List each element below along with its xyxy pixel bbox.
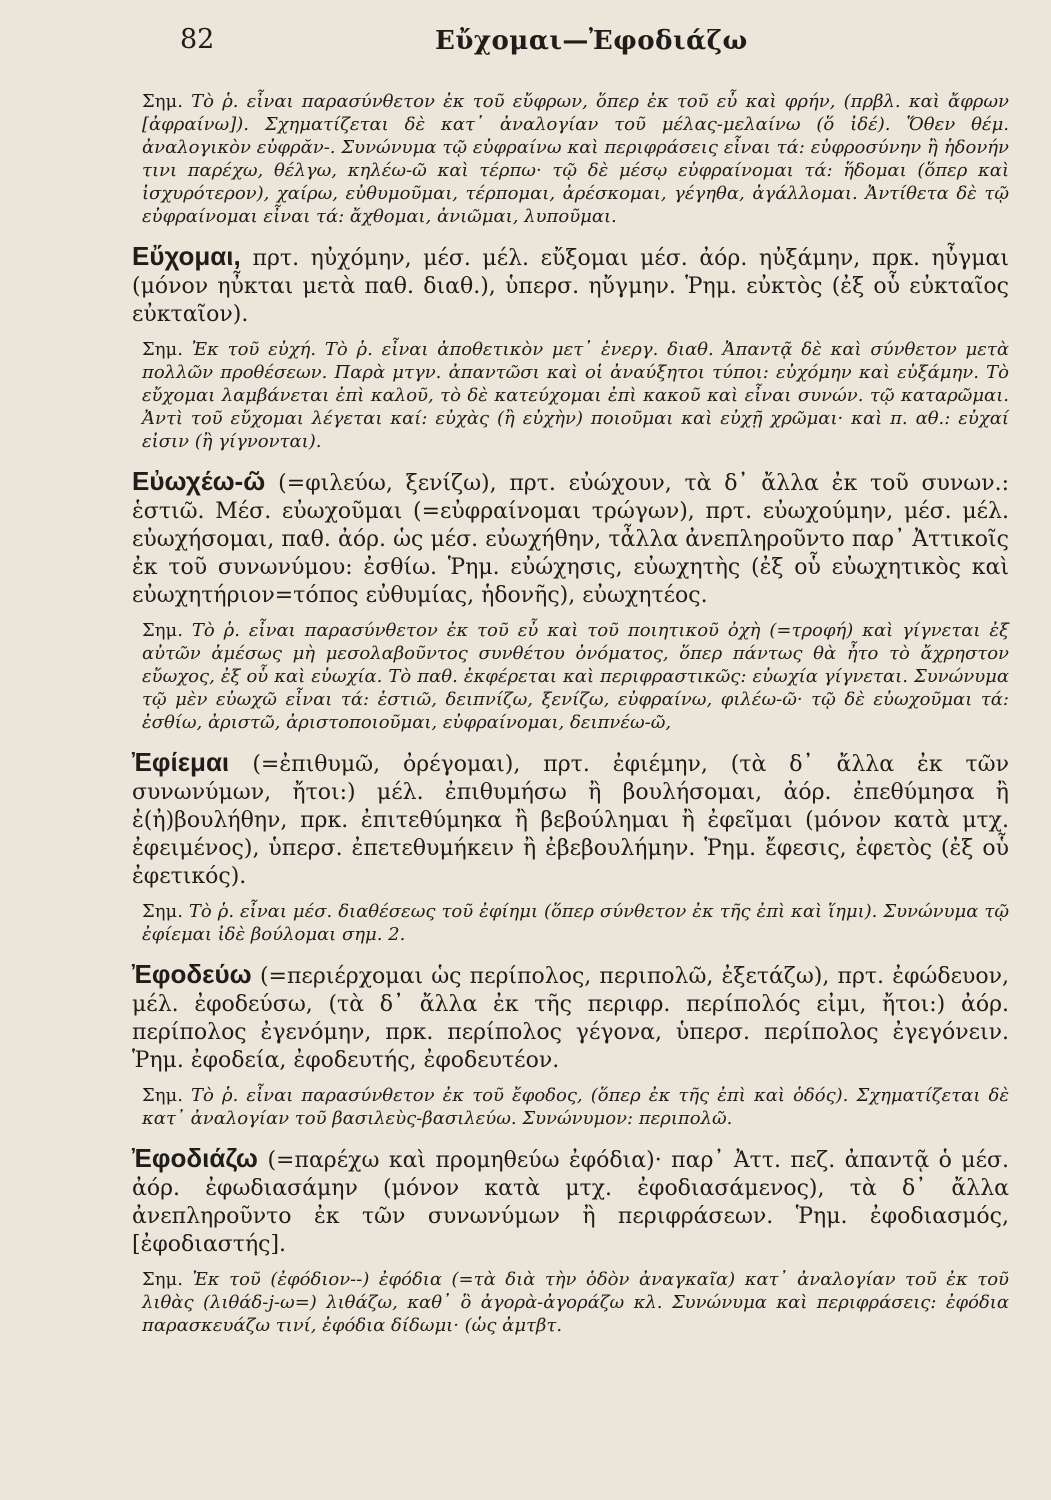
lemma-headword: Εὐωχέω-ῶ	[132, 466, 279, 496]
note-block	[142, 900, 1009, 946]
note-text: Ἐκ τοῦ (ἐφόδιον--) ἐφόδια (=τὰ διὰ τὴν ὁδὸν ἀναγκαῖα) κατ᾽ ἀναλογίαν τοῦ ἐκ τοῦ λιθὰς (λιθάδ-j-ω=) λιθάζω, καθ᾽ ὃ ἀγορὰ-ἀγοράζω κλ. Συνώνυμα καὶ περιφράσεις: ἐφόδια παρασκευάζω τινί, ἐφόδια δίδωμι· (ὡς ἀμτβτ.	[142, 1269, 1009, 1336]
entry-text: (=φιλεύω, ξενίζω), πρτ. εὐώχουν, τὰ δ᾽ ἄλλα ἐκ τοῦ συνων.: ἑστιῶ. Μέσ. εὐωχοῦμαι (=εὐφραίνομαι τρώγων), πρτ. εὐωχούμην, μέσ. μέλ. εὐωχήσομαι, παθ. ἀόρ. ὡς μέσ. εὐωχήθην, τἆλλα ἀνεπληροῦντο παρ᾽ Ἀττικοῖς ἐκ τοῦ συνωνύμου: ἐσθίω. Ῥημ. εὐώχησις, εὐωχητὴς (ἐξ οὗ εὐωχητικὸς καὶ εὐωχητήριον=τόπος εὐθυμίας, ἡδονῆς), εὐωχητέος.	[132, 471, 1009, 608]
running-head	[180, 24, 1009, 72]
note-block	[142, 1084, 1009, 1130]
entry-text: (=παρέχω καὶ προμηθεύω ἐφόδια)· παρ᾽ Ἀττ. πεζ. ἀπαντᾷ ὁ μέσ. ἀόρ. ἐφωδιασάμην (μόνον κατὰ μτχ. ἐφοδιασάμενος), τὰ δ᾽ ἄλλα ἀνεπληροῦντο ἐκ τῶν συνωνύμων ἢ περιφράσεων. Ῥημ. ἐφοδιασμός, [ἐφοδιαστής].	[132, 1148, 1009, 1257]
entry-ephiemai	[132, 748, 1009, 891]
note-label: Σημ.	[142, 91, 192, 112]
note-block	[142, 1268, 1009, 1337]
lemma-headword: Ἐφίεμαι	[132, 747, 253, 777]
note-label: Σημ.	[142, 620, 192, 641]
note-text: Τὸ ῥ. εἶναι παρασύνθετον ἐκ τοῦ ἔφοδος, (ὅπερ ἐκ τῆς ἐπὶ καὶ ὁδός). Σχηματίζεται δὲ κατ᾽ ἀναλογίαν τοῦ βασιλεὺς-βασιλεύω. Συνώνυμον: περιπολῶ.	[142, 1085, 1009, 1129]
note-label: Σημ.	[142, 901, 189, 922]
lemma-headword: Ἐφοδεύω	[132, 959, 260, 989]
entry-text: (=περιέρχομαι ὡς περίπολος, περιπολῶ, ἐξετάζω), πρτ. ἐφώδευον, μέλ. ἐφοδεύσω, (τὰ δ᾽ ἄλλα ἐκ τῆς περιφρ. περίπολός εἰμι, ἤτοι:) ἀόρ. περίπολος ἐγενόμην, πρκ. περίπολος γέγονα, ὑπερσ. περίπολος ἐγεγόνειν. Ῥημ. ἐφοδεία, ἐφοδευτής, ἐφοδευτέον.	[132, 964, 1009, 1073]
note-block	[142, 338, 1009, 453]
page-title: Εὔχομαι—Ἐφοδιάζω	[435, 26, 748, 56]
lemma-headword: Ἐφοδιάζω	[132, 1143, 268, 1173]
note-text: Τὸ ῥ. εἶναι παρασύνθετον ἐκ τοῦ εὔφρων, ὅπερ ἐκ τοῦ εὖ καὶ φρήν, (πρβλ. καὶ ἄφρων [ἀφραίνω]). Σχηματίζεται δὲ κατ᾽ ἀναλογίαν τοῦ μέλας-μελαίνω (ὅ ἰδέ). Ὅθεν θέμ. ἀναλογικὸν εὐφρᾰν-. Συνώνυμα τῷ εὐφραίνω καὶ περιφράσεις εἶναι τά: εὐφροσύνην ἢ ἡδονήν τινι παρέχω, θέλγω, κηλέω-ῶ καὶ τέρπω· τῷ δὲ μέσῳ εὐφραίνομαι τά: ἥδομαι (ὅπερ καὶ ἰσχυρότερον), χαίρω, εὐθυμοῦμαι, τέρπομαι, ἀρέσκομαι, γέγηθα, ἀγάλλομαι. Ἀντίθετα δὲ τῷ εὐφραίνομαι εἶναι τά: ἄχθομαι, ἀνιῶμαι, λυποῦμαι.	[142, 91, 1010, 227]
note-block	[142, 90, 1009, 228]
note-text: Ἐκ τοῦ εὐχή. Τὸ ῥ. εἶναι ἀποθετικὸν μετ᾽ ἐνεργ. διαθ. Ἀπαντᾷ δὲ καὶ σύνθετον μετὰ πολλῶν προθέσεων. Παρὰ μτγν. ἀπαντῶσι καὶ οἱ ἀναύξητοι τύποι: εὐχόμην καὶ εὐξάμην. Τὸ εὔχομαι λαμβάνεται ἐπὶ καλοῦ, τὸ δὲ κατεύχομαι ἐπὶ κακοῦ καὶ εἶναι συνών. τῷ καταρῶμαι. Ἀντὶ τοῦ εὔχομαι λέγεται καί: εὐχὰς (ἢ εὐχὴν) ποιοῦμαι καὶ εὐχῇ χρῶμαι· καὶ π. αθ.: εὐχαί εἰσιν (ἢ γίγνονται).	[142, 339, 1009, 452]
entry-euchomai	[132, 242, 1009, 329]
note-text: Τὸ ῥ. εἶναι παρασύνθετον ἐκ τοῦ εὖ καὶ τοῦ ποιητικοῦ ὀχὴ (=τροφή) καὶ γίγνεται ἐξ αὐτῶν ἀμέσως μὴ μεσολαβοῦντος συνθέτου ὀνόματος, ὅπερ πάντως θὰ ἦτο τὸ ἄχρηστον εὔωχος, ἐξ οὗ καὶ εὐωχία. Τὸ παθ. ἐκφέρεται καὶ περιφραστικῶς: εὐωχία γίγνεται. Συνώνυμα τῷ μὲν εὐωχῶ εἶναι τά: ἑστιῶ, δειπνίζω, ξενίζω, εὐφραίνω, φιλέω-ῶ· τῷ δὲ εὐωχοῦμαι τά: ἐσθίω, ἀριστῶ, ἀριστοποιοῦμαι, εὐφραίνομαι, δειπνέω-ῶ,	[142, 620, 1009, 733]
note-label: Σημ.	[142, 1085, 192, 1106]
lemma-headword: Εὔχομαι,	[132, 241, 253, 271]
page-number: 82	[180, 24, 215, 55]
note-label: Σημ.	[142, 1269, 193, 1290]
entry-euocheo	[132, 467, 1009, 610]
note-text: Τὸ ῥ. εἶναι μέσ. διαθέσεως τοῦ ἐφίημι (ὅπερ σύνθετον ἐκ τῆς ἐπὶ καὶ ἵημι). Συνώνυμα τῷ ἐφίεμαι ἰδὲ βούλομαι σημ. 2.	[142, 901, 1010, 945]
note-block	[142, 619, 1009, 734]
entry-ephodiazo	[132, 1144, 1009, 1259]
entry-text: πρτ. ηὐχόμην, μέσ. μέλ. εὔξομαι μέσ. ἀόρ. ηὐξάμην, πρκ. ηὖγμαι (μόνον ηὖκται μετὰ παθ. διαθ.), ὑπερσ. ηὔγμην. Ῥημ. εὐκτὸς (ἐξ οὗ εὐκταῖος εὐκταῖον).	[132, 246, 1010, 327]
entry-text: (=ἐπιθυμῶ, ὀρέγομαι), πρτ. ἐφιέμην, (τὰ δ᾽ ἄλλα ἐκ τῶν συνωνύμων, ἤτοι:) μέλ. ἐπιθυμήσω ἢ βουλήσομαι, ἀόρ. ἐπεθύμησα ἢ ἐ(ἠ)βουλήθην, πρκ. ἐπιτεθύμηκα ἢ βεβούλημαι ἢ ἐφεῖμαι (μόνον κατὰ μτχ. ἐφειμένος), ὑπερσ. ἐπετεθυμήκειν ἢ ἐβεβουλήμην. Ῥημ. ἔφεσις, ἐφετὸς (ἐξ οὗ ἐφετικός).	[132, 752, 1009, 889]
entry-ephodeuo	[132, 960, 1009, 1075]
note-label: Σημ.	[142, 339, 192, 360]
